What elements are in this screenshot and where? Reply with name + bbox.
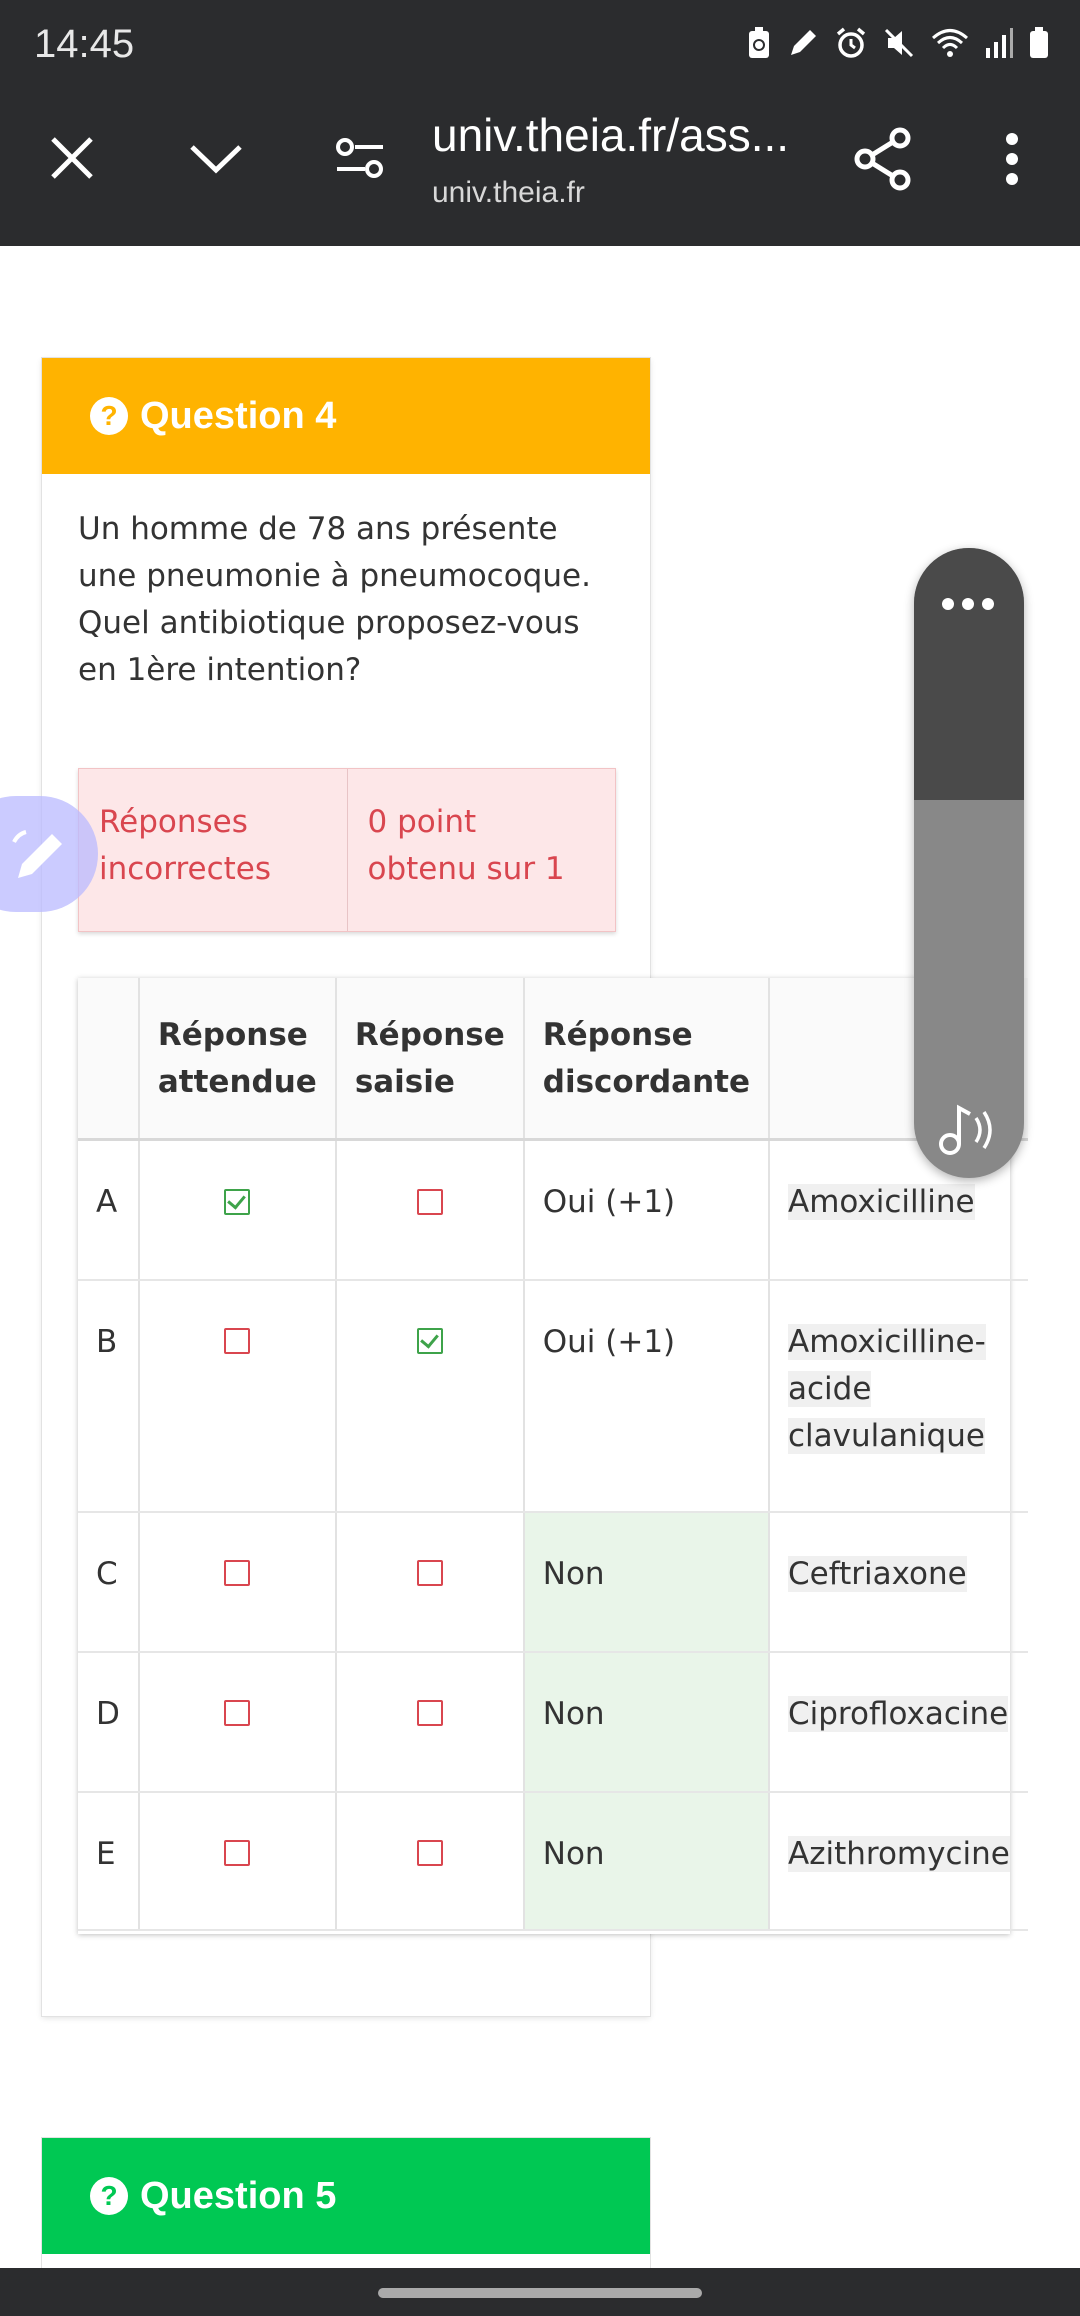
more-vert-icon [1004, 133, 1020, 185]
table-row [78, 1512, 1028, 1652]
expected-cell [139, 1792, 336, 1930]
share-button[interactable] [850, 124, 916, 194]
row-letter: B [78, 1280, 139, 1512]
discordant-cell: Non [524, 1652, 769, 1792]
expected-cell [139, 1140, 336, 1280]
music-volume-icon[interactable] [936, 1100, 1002, 1160]
answer-cell [769, 1652, 1028, 1792]
question-text: Un homme de 78 ans présente une pneumonie à pneumocoque. Quel antibiotique proposez-vous en 1ère intention? [78, 511, 591, 688]
system-nav-bar [0, 2268, 1080, 2316]
discordant-cell: Oui (+1) [524, 1140, 769, 1280]
expected-cell [139, 1280, 336, 1512]
close-button[interactable] [42, 128, 102, 188]
discordant-cell: Non [524, 1792, 769, 1930]
wifi-icon [930, 26, 970, 60]
table-row [78, 1140, 1028, 1280]
more-options-icon[interactable] [942, 598, 994, 610]
answer-text: Ceftriaxone [788, 1555, 967, 1592]
table-row [78, 1652, 1028, 1792]
col-header-letter [78, 978, 139, 1140]
row-letter: C [78, 1512, 139, 1652]
unchecked-box-icon [224, 1328, 250, 1354]
col-header-entered: Réponse saisie [336, 978, 524, 1140]
entered-cell [336, 1140, 524, 1280]
chevron-down-icon [188, 141, 244, 175]
answer-text: Azithromycine [788, 1835, 1010, 1872]
minimize-button[interactable] [186, 128, 246, 188]
result-points: 0 point obtenu sur 1 [347, 769, 616, 931]
mute-icon [882, 26, 916, 60]
url-title[interactable]: univ.theia.fr/ass... [432, 109, 790, 161]
answers-table [78, 978, 1010, 1934]
col-header-expected: Réponse attendue [139, 978, 336, 1140]
answer-text: Amoxicilline [788, 1184, 975, 1220]
unchecked-box-icon [417, 1700, 443, 1726]
battery-saver-icon [746, 26, 772, 60]
checked-box-icon [224, 1189, 250, 1215]
more-button[interactable] [992, 124, 1032, 194]
alarm-icon [834, 26, 868, 60]
pen-icon [786, 26, 820, 60]
unchecked-box-icon [417, 1189, 443, 1215]
volume-level-fill [914, 548, 1024, 800]
row-letter: A [78, 1140, 139, 1280]
site-settings-button[interactable] [332, 128, 388, 188]
result-status: Réponses incorrectes [99, 804, 272, 887]
help-icon: ? [90, 2177, 128, 2215]
unchecked-box-icon [224, 1560, 250, 1586]
entered-cell [336, 1652, 524, 1792]
browser-toolbar [0, 0, 1080, 246]
unchecked-box-icon [224, 1840, 250, 1866]
expected-cell [139, 1512, 336, 1652]
question-title: Question 5 [140, 2174, 337, 2217]
unchecked-box-icon [224, 1700, 250, 1726]
gesture-handle[interactable] [378, 2288, 702, 2298]
discordant-cell: Oui (+1) [524, 1280, 769, 1512]
question-header [42, 2138, 650, 2254]
answer-cell [769, 1512, 1028, 1652]
discordant-cell: Non [524, 1512, 769, 1652]
expected-cell [139, 1652, 336, 1792]
edit-pen-icon [8, 822, 74, 888]
entered-cell [336, 1512, 524, 1652]
table-row [78, 1792, 1028, 1930]
unchecked-box-icon [417, 1840, 443, 1866]
volume-panel[interactable] [914, 548, 1024, 1178]
entered-cell [336, 1280, 524, 1512]
signal-icon [984, 26, 1014, 60]
result-box [78, 768, 616, 932]
answer-text: Ciprofloxacine [788, 1695, 1009, 1732]
answer-text: Amoxicilline-acide clavulanique [788, 1323, 986, 1454]
question-card [42, 2138, 650, 2268]
table-header-row [78, 978, 1028, 1140]
entered-cell [336, 1792, 524, 1930]
answer-cell [769, 1280, 1028, 1512]
row-letter: E [78, 1792, 139, 1930]
question-title: Question 4 [140, 394, 337, 437]
help-icon: ? [90, 397, 128, 435]
status-time: 14:45 [34, 22, 135, 66]
question-header [42, 358, 650, 474]
row-letter: D [78, 1652, 139, 1792]
share-icon [853, 127, 913, 191]
site-settings-icon [335, 136, 385, 180]
close-icon [49, 135, 95, 181]
unchecked-box-icon [417, 1560, 443, 1586]
checked-box-icon [417, 1328, 443, 1354]
table-row [78, 1280, 1028, 1512]
battery-icon [1028, 26, 1050, 60]
col-header-discordant: Réponse discordante [524, 978, 769, 1140]
answer-cell [769, 1792, 1028, 1930]
url-domain: univ.theia.fr [432, 176, 585, 209]
status-icons [746, 26, 1050, 60]
